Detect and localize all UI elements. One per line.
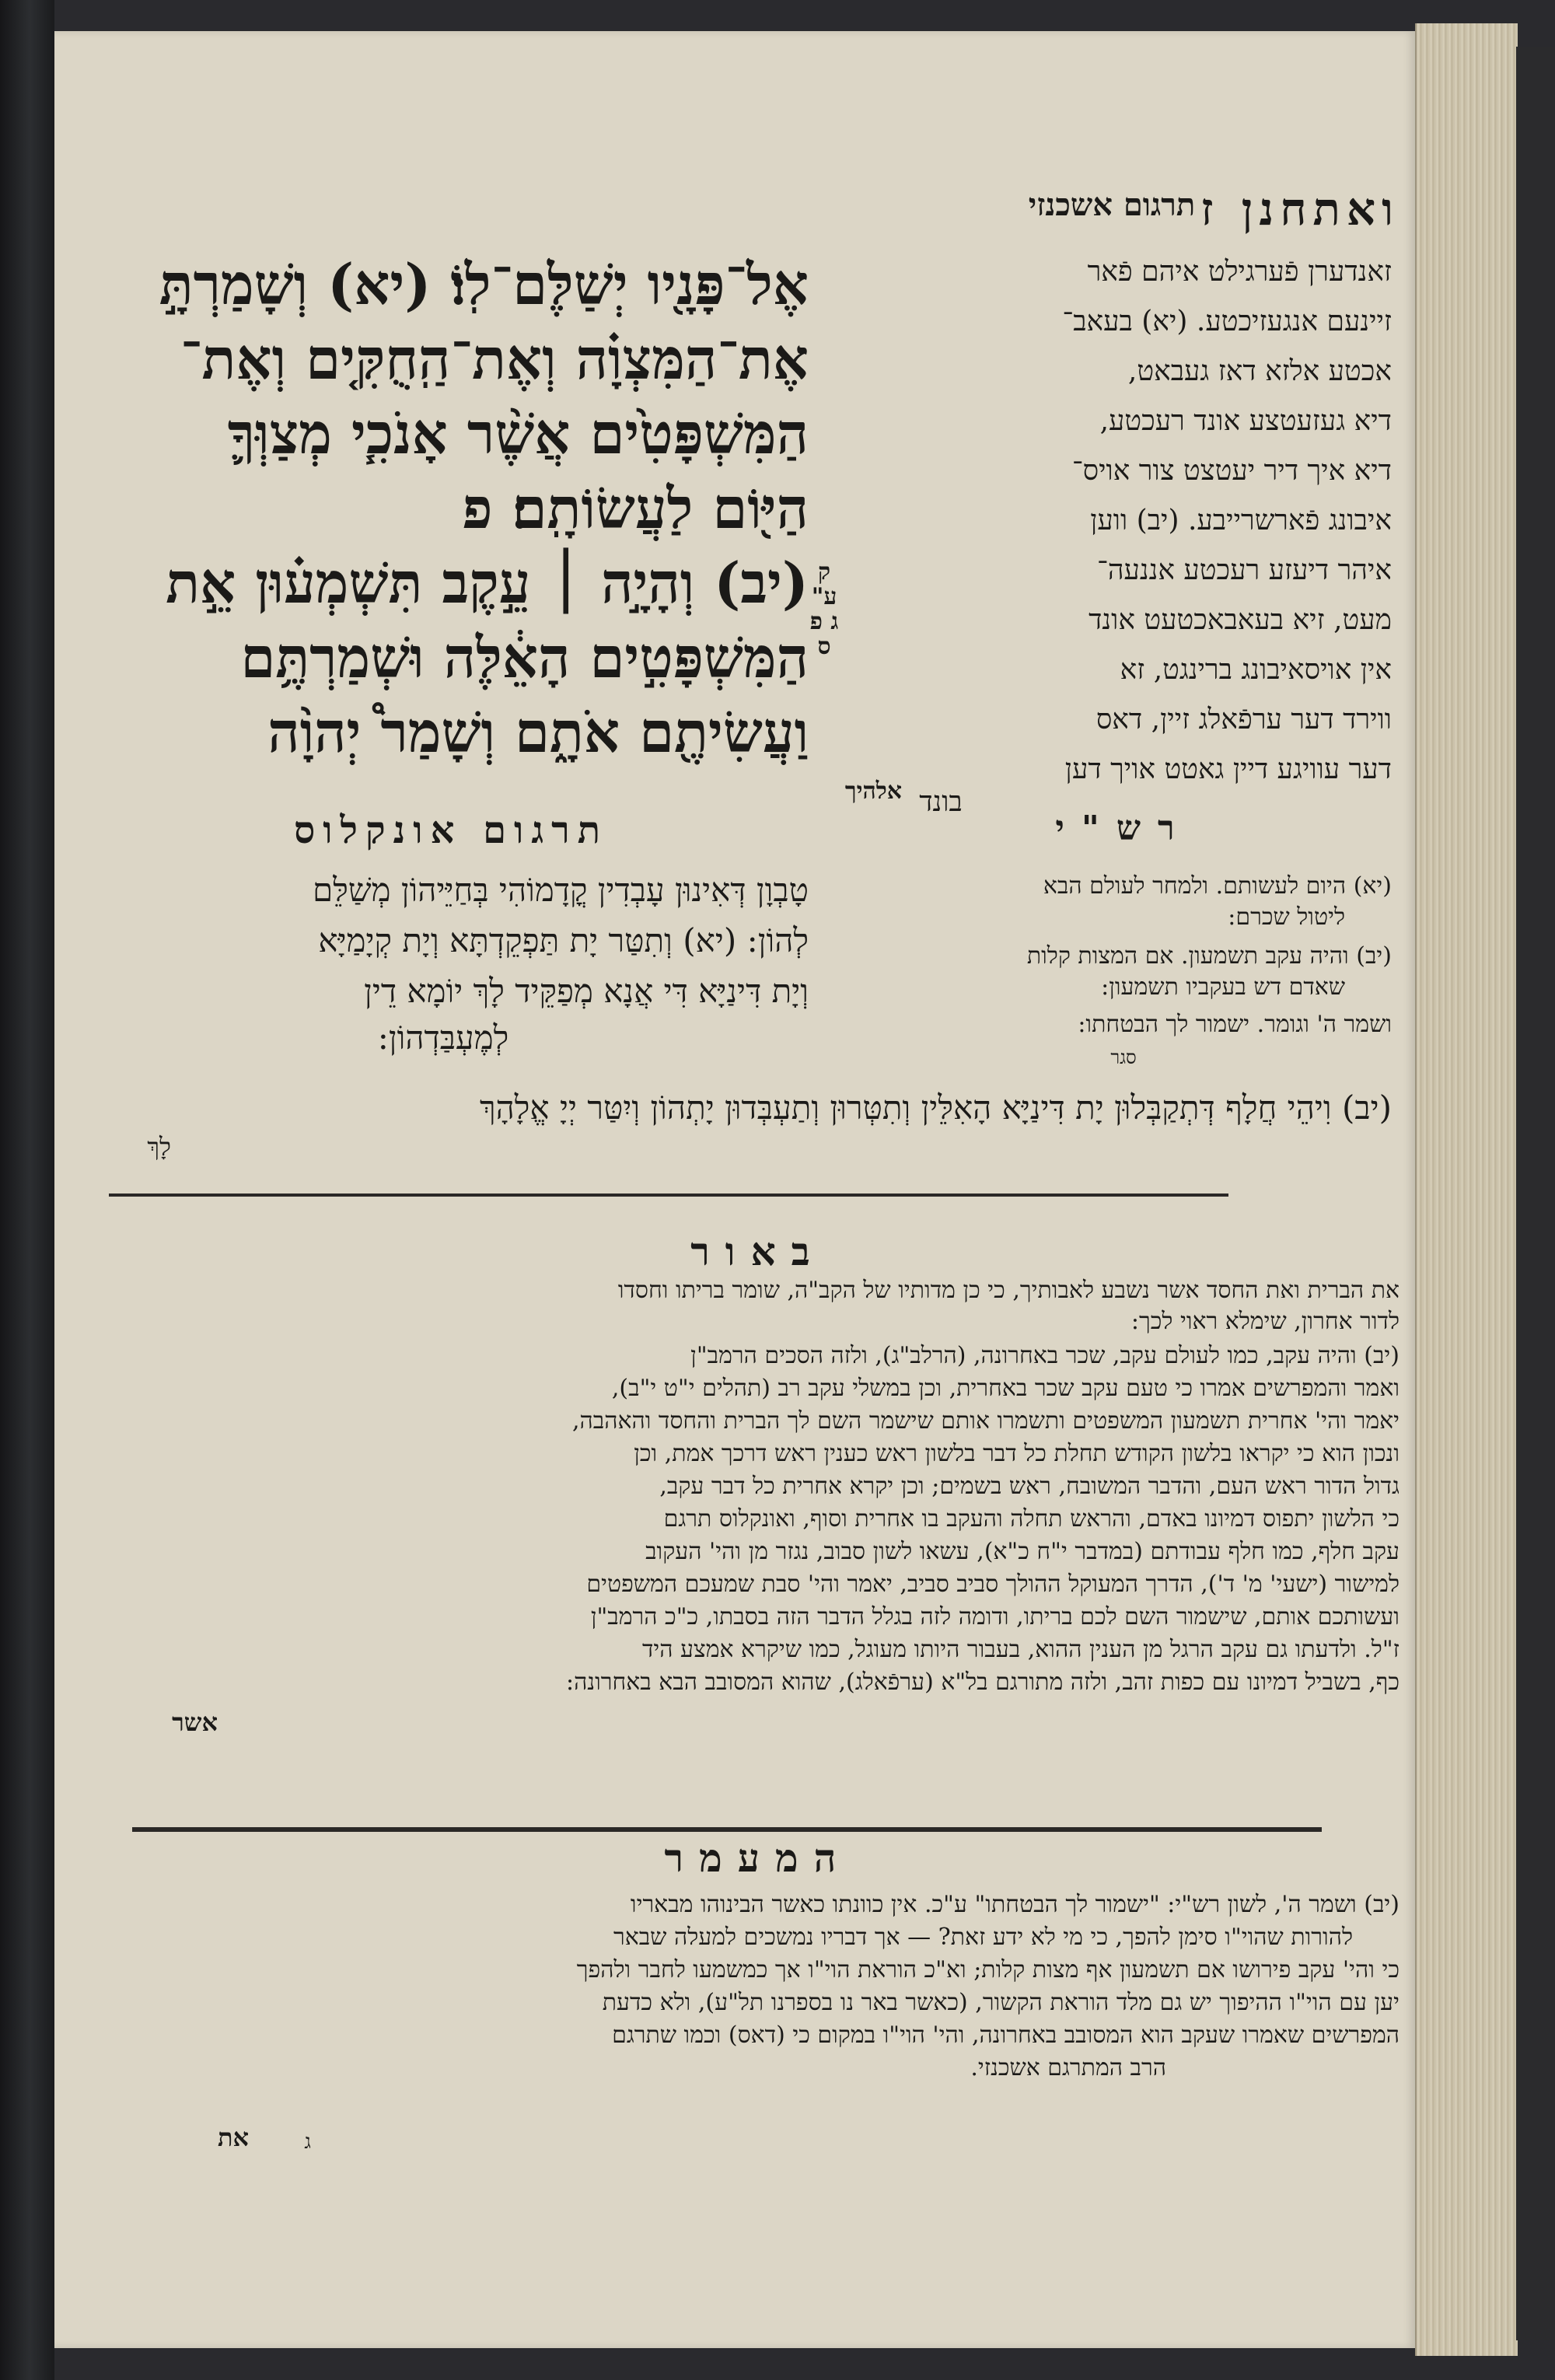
hameamer-line: המפרשים שאמרו שעקב הוא המסובב באחרונה, והי' הוי"ו במקום כי (דאס) וכמו שתרגם [612, 2022, 1400, 2049]
beur-line: יאמר והי' אחרית תשמעון המשפטים ותשמרו אותם שישמר השם לך הברית והחסד והאהבה, [571, 1407, 1400, 1435]
targum-ashkenazi-line: איהר דיעזע רעכטע אננעה־ [1097, 554, 1392, 586]
targum-ashkenazi-line: זיינעם אנגעזיכטע. (יא) בעאב־ [1062, 306, 1392, 337]
beur-line: את הברית ואת החסד אשר נשבע לאבותיך, כי כן מדותיו של הקב"ה, שומר בריתו וחסדו [617, 1277, 1400, 1304]
page-edges [1415, 23, 1518, 2356]
rashi-title: רש"י [1055, 809, 1192, 848]
book-cover-right [1516, 47, 1555, 2340]
verse-line: הַיּ֖וֹם לַעֲשׂוֹתָֽם׃ פ [462, 475, 809, 541]
onkelos-line: וְיָת דִּינַיָּא דִּי אֲנָא מְפַקֵּיד לָךְ יוֹמָא דֵין [364, 972, 809, 1010]
onkelos-line: טָבְוָן דְּאִינוּן עָבְדִין קֳדָמוֹהִי בְּחַיֵּיהוֹן מְשַׁלֵּם [313, 871, 809, 909]
targum-ashkenazi-line: מעט, זיא בעאבאכטעט אונד [1088, 604, 1392, 636]
hameamer-line: יען עם הוי"ו ההיפוך יש גם מלד הוראת הקשור, (כאשר באר נו בספרנו תל"ע), ולא כדעת [602, 1989, 1400, 2016]
section-divider [109, 1193, 1228, 1197]
beur-line: לדור אחרון, שימלא ראוי לכך: [1130, 1308, 1400, 1335]
targum-ashkenazi-title: תרגום אשכנזי [1028, 187, 1196, 223]
verse-line: וַעֲשִׂיתֶ֖ם אֹתָ֑ם וְשָׁמַר֩ יְהוָ֨ה [267, 699, 809, 765]
beur-line: ואמר והמפרשים אמרו כי טעם עקב שכר באחרית, וכן במשלי עקב רב (תהלים י"ט י"ב), [611, 1375, 1400, 1402]
beur-catchword: אשר [172, 1707, 218, 1737]
marginal-note: ק ע" ג פ ס [809, 558, 839, 660]
targum-ashkenazi-line: אכטע אלזא דאז געבאט, [1127, 355, 1392, 387]
onkelos-line: (יב) וִיהֵי חֲלָף דְּתְקַבְּלוּן יָת דִּינַיָּא הָאִלֵּין וְתִטְּרוּן וְתַעְבְּדוּן יָתְהוֹן וְיִטַּר יְיָ אֱלָהָךְ [480, 1089, 1392, 1127]
verse-line: אֶל־פָּנָ֖יו יְשַׁלֶּם־לֽוֹ׃ (יא) וְשָׁמַרְתָּ֣ [159, 251, 809, 317]
rashi-line: ליטול שכרם: [1228, 903, 1345, 931]
targum-ashkenazi-line: אין אויסאיבונג ברינגט, זא [1120, 654, 1392, 686]
beur-line: ונכון הוא כי יקראו בלשון הקודש תחלת כל דבר בלשון ראש כענין ראש דרכך אמת, וכן [634, 1440, 1400, 1467]
targum-ashkenazi-line: דיא איך דיר יעטצט צור אויס־ [1071, 455, 1392, 487]
page-catchword: את [217, 2123, 249, 2152]
beur-line: ז"ל. ולדעתו גם עקב הרגל מן הענין ההוא, בעבור היותו מעוגל, כמו שיקרא אמצע היד [641, 1636, 1400, 1663]
targum-ashkenazi-line: ווירד דער ערפֿאלג זיין, דאס [1095, 704, 1392, 736]
beur-line: עקב חלף, כמו חלף עבודתם (במדבר י"ח כ"א), עשאו לשון סבוב, נגזר מן והי' העקוב [645, 1538, 1400, 1565]
section-divider [132, 1827, 1322, 1832]
rashi-line: (יא) היום לעשותם. ולמחר לעולם הבא [1043, 872, 1392, 900]
book-cover-edge [0, 0, 54, 2380]
hameamer-line: (יב) ושמר ה', לשון רש"י: "ישמור לך הבטחתו" ע"כ. אין כוונתו כאשר הבינוהו מבאריו [630, 1891, 1400, 1918]
verse-line: (יב) וְהָיָ֣ה ׀ עֵ֣קֶב תִּשְׁמְע֗וּן אֵ֣ת [166, 550, 809, 616]
hameamer-line: כי והי' עקב פירושו אם תשמעון אף מצות קלות; וא"כ הוראת הוי"ו אך כמשמעו לחבר ולהפך [576, 1956, 1400, 1983]
rashi-line: (יב) והיה עקב תשמעון. אם המצות קלות [1026, 942, 1392, 970]
hameamer-line: הרב המתרגם אשכנזי. [970, 2054, 1166, 2081]
rashi-line: שאדם דש בעקביו תשמעון: [1101, 973, 1345, 1001]
onkelos-line: לְהוֹן: (יא) וְתִטַּר יָת תַּפְקֵדְתָּא וְיָת קְיָמַיָּא [318, 921, 809, 959]
onkelos-line: לְמֶעְבַּדְהוֹן: [377, 1019, 509, 1057]
targum-ashkenazi-line: איבונג פֿארשרייבע. (יב) ווען [1090, 505, 1392, 536]
running-header: ואתחנן ז [1200, 183, 1400, 236]
targum-ashkenazi-line: זאנדערן פֿערגילט איהם פֿאר [1087, 256, 1392, 288]
hameamer-title: המעמר [664, 1835, 852, 1881]
beur-line: גדול הדור ראש העם, והדבר המשובח, ראש בשמים; וכן יקרא אחרית כל דבר עקב, [659, 1473, 1400, 1500]
beur-line: (יב) והיה עקב, כמו לעולם עקב, שכר באחרונה, (הרלב"ג), ולזה הסכים הרמב"ן [690, 1342, 1400, 1369]
beur-line: כי הלשון יתפוס דמיונו באדם, והראש תחלה והעקב בו אחרית וסוף, ואונקלוס תרגם [663, 1505, 1400, 1532]
onkelos-title: תרגום אונקלוס [293, 809, 609, 852]
beur-line: ועשותכם אותם, שישמור השם לכם בריתו, ודומה לזה בגלל הדבר הזה בסבתו, כ"כ הרמב"ן [590, 1603, 1400, 1630]
beur-line: למישור (ישעי' מ' ד'), הדרך המעוקל ההולך סביב סביב, יאמר והי' סבת שמעכם המשפטים [586, 1571, 1400, 1598]
verse-line: הַמִּשְׁפָּטִ֣ים הָאֵ֔לֶּה וּשְׁמַרְתֶּ֥ם [240, 624, 809, 690]
rashi-line: ושמר ה' וגומר. ישמור לך הבטחתו: [1078, 1011, 1392, 1038]
verse-line: אֶת־הַמִּצְוָ֗ה וְאֶת־הַֽחֻקִּ֤ים וְאֶת־ [180, 326, 809, 392]
verse-line: הַמִּשְׁפָּטִ֙ים אֲשֶׁ֨ר אָנֹכִ֧י מְצַוְּךָ֛ [227, 400, 809, 467]
beur-line: כף, בשביל דמיונו עם כפות זהב, ולזה מתורגם בל"א (ערפֿאלג), שהוא המסובב הבא באחרונה: [565, 1669, 1400, 1696]
targum-ashkenazi-catchword: בונד [919, 786, 963, 818]
beur-title: באור [690, 1228, 826, 1274]
targum-ashkenazi-line: דער עוויגע דיין גאטט אויך דען [1064, 753, 1392, 785]
hameamer-line: להורות שהוי"ו סימן להפך, כי מי לא ידע זאת? — אך דבריו נמשכים למעלה שבאר [613, 1924, 1353, 1951]
main-text-catchword: אלהיך [844, 778, 902, 805]
targum-ashkenazi-line: דיא געזעטצע אונד רעכטע, [1099, 405, 1392, 437]
signature-mark: ג [304, 2130, 311, 2154]
onkelos-catchword: לָךְ [147, 1132, 171, 1162]
rashi-catchword: סגר [1110, 1047, 1137, 1068]
